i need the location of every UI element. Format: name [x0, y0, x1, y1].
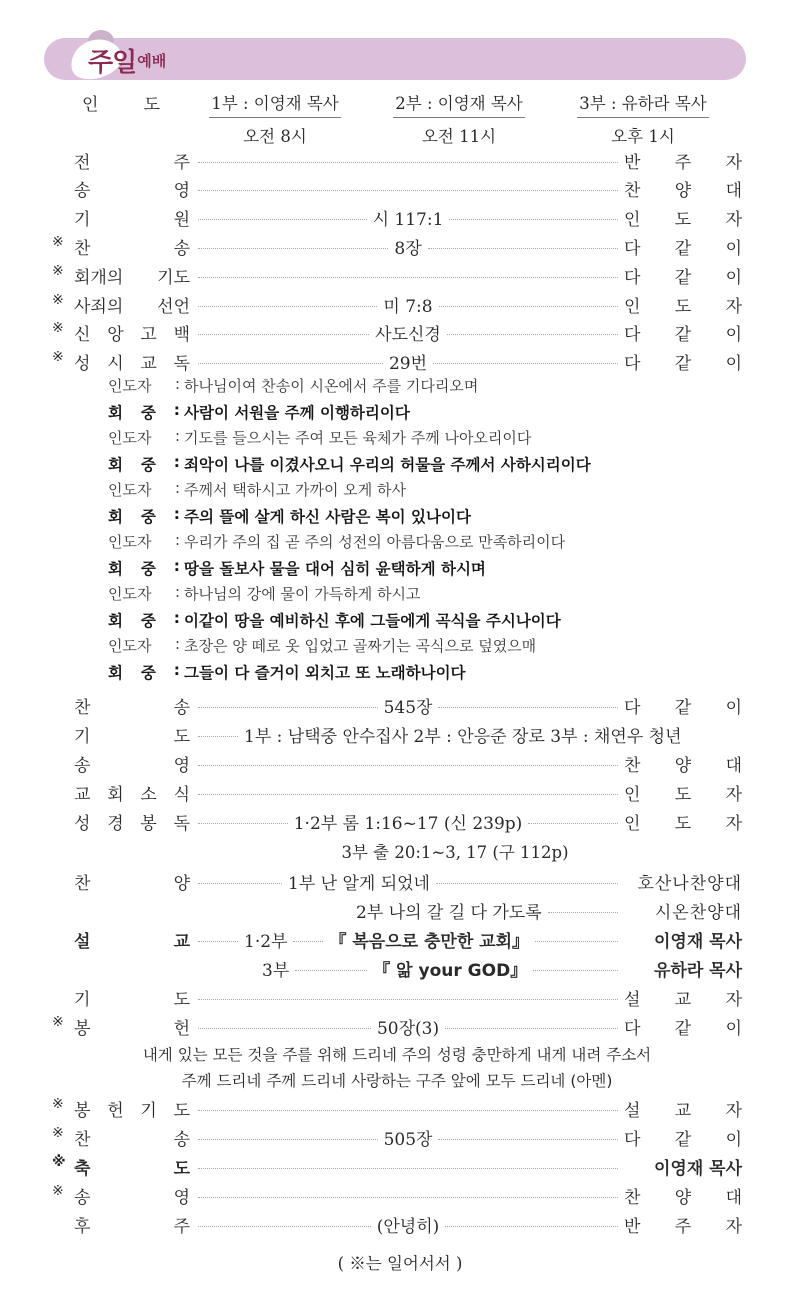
- stand-mark: [52, 780, 70, 805]
- responsible-party: 인 도 자: [624, 784, 742, 805]
- stand-mark: [52, 809, 70, 834]
- leader-dots: [198, 869, 618, 894]
- item-detail: (안녕히): [376, 1216, 440, 1237]
- preacher-name: 이영재 목사: [653, 931, 742, 952]
- dotted-leader: [198, 1168, 618, 1169]
- stand-mark: ※: [52, 349, 64, 366]
- leader-dots: [198, 761, 618, 766]
- dotted-leader: [198, 823, 288, 824]
- dotted-leader: [198, 190, 618, 191]
- dotted-leader: [449, 219, 618, 220]
- dotted-leader: [295, 970, 367, 971]
- stand-mark: [52, 205, 70, 230]
- speaker-label: 인도자 :: [108, 375, 180, 395]
- leader-line: [108, 427, 531, 451]
- congregation-line: [108, 453, 591, 477]
- item-detail: 505장: [383, 1129, 433, 1150]
- speaker-label: 회 중 :: [108, 401, 180, 422]
- reading-text: 초장은 양 떼로 옷 입었고 골짜기는 곡식으로 덮였으매: [184, 637, 537, 655]
- dotted-leader: [198, 219, 367, 220]
- leader-dots: [198, 809, 618, 834]
- order-row: [52, 205, 742, 231]
- stand-mark: [52, 148, 70, 173]
- leader-dots: [198, 1164, 618, 1169]
- leader-dots: [198, 205, 618, 230]
- leader-dots: [198, 1106, 618, 1111]
- dotted-leader: [535, 941, 618, 942]
- order-row: [52, 1153, 742, 1179]
- item-label: [52, 349, 192, 374]
- service-3-leader: 3부 : 유하라 목사 오후 1시: [562, 90, 724, 147]
- item-label: [52, 780, 192, 805]
- service-2-leader: 2부 : 이영재 목사 오전 11시: [378, 90, 540, 147]
- label-chars: 후 주: [74, 1216, 190, 1237]
- leaders-section: [70, 90, 740, 146]
- dotted-leader: [198, 765, 618, 766]
- item-detail: 1·2부 롬 1:16~17 (신 239p): [293, 813, 523, 834]
- label-chars: 신 앙 고 백: [74, 325, 190, 346]
- dotted-leader: [433, 363, 618, 364]
- dotted-leader: [528, 823, 618, 824]
- leader-dots: [198, 1193, 618, 1198]
- dotted-leader: [198, 999, 618, 1000]
- dotted-leader: [439, 306, 618, 307]
- leaders-label: 인 도: [82, 95, 160, 115]
- order-row: [52, 320, 742, 346]
- leader-dots: [198, 1014, 618, 1039]
- order-row: [52, 692, 742, 718]
- item-label: [52, 751, 192, 776]
- reading-text: 사람이 서원을 주께 이행하리이다: [184, 404, 410, 422]
- label-chars: 찬 송: [74, 1129, 190, 1150]
- label-chars: 봉 헌: [74, 1018, 190, 1039]
- dotted-leader: [445, 1226, 618, 1227]
- responsible-party: 다 같 이: [624, 267, 742, 288]
- item-detail: 545장: [383, 697, 433, 718]
- label-chars: 축 도: [74, 1158, 190, 1179]
- order-row: [52, 147, 742, 173]
- item-label: [52, 234, 192, 259]
- label-chars: 찬 양: [74, 873, 190, 894]
- speaker-label: 회 중 :: [108, 557, 180, 578]
- dotted-leader: [198, 1028, 371, 1029]
- leader-dots: [198, 234, 618, 259]
- stand-mark: ※: [52, 1095, 64, 1112]
- sermon-row: [52, 955, 742, 981]
- stand-mark: ※: [52, 233, 64, 250]
- dotted-leader: [198, 363, 383, 364]
- dotted-leader: [198, 794, 618, 795]
- stand-mark: [52, 1212, 70, 1237]
- order-row: [52, 779, 742, 805]
- leader-dots: [198, 927, 618, 952]
- order-row: [52, 1095, 742, 1121]
- congregation-line: [108, 505, 471, 529]
- label-chars: 송 영: [74, 755, 190, 776]
- reading-text: 주의 뜰에 살게 하신 사람은 복이 있나이다: [184, 508, 471, 526]
- item-label: [52, 148, 192, 173]
- leader-dots: [198, 273, 618, 278]
- stand-mark: ※: [52, 262, 64, 279]
- praise-row: [52, 868, 742, 894]
- label-chars: 전 주: [74, 152, 190, 173]
- item-detail: 50장(3): [376, 1018, 440, 1039]
- order-row: [52, 1211, 742, 1237]
- responsible-party: 찬 양 대: [624, 1187, 742, 1208]
- leader-dots: [198, 158, 618, 163]
- speaker-label: 인도자 :: [108, 583, 180, 603]
- dotted-leader: [198, 736, 238, 737]
- responsible-party: 반 주 자: [624, 152, 742, 173]
- scripture-3bu: 3부 출 20:1~3, 17 (구 112p): [341, 843, 569, 862]
- leader-line: [108, 375, 478, 399]
- item-label: [52, 927, 192, 952]
- speaker-label: 회 중 :: [108, 609, 180, 630]
- responsible-party: 인 도 자: [624, 296, 742, 317]
- item-label: [52, 1183, 192, 1208]
- speaker-label: 회 중 :: [108, 505, 180, 526]
- item-label: [52, 1125, 192, 1150]
- label-chars: 봉 헌 기 도: [74, 1100, 190, 1121]
- reading-text: 우리가 주의 집 곧 주의 성전의 아름다움으로 만족하리이다: [184, 533, 566, 551]
- footnote: ( ※는 일어서서 ): [337, 1254, 463, 1273]
- stand-mark: [52, 722, 70, 747]
- reading-text: 하나님의 강에 물이 가득하게 하시고: [184, 585, 421, 603]
- order-row: [52, 233, 742, 259]
- stand-mark: [52, 693, 70, 718]
- leader-line: [108, 583, 420, 607]
- stand-mark: ※: [52, 291, 64, 308]
- label-chars: 송 영: [74, 181, 190, 202]
- dotted-leader: [198, 883, 282, 884]
- dotted-leader: [198, 248, 388, 249]
- dotted-leader: [198, 1139, 378, 1140]
- speaker-label: 회 중 :: [108, 661, 180, 682]
- item-label: [52, 869, 192, 894]
- dotted-leader: [533, 970, 618, 971]
- item-detail: 시 117:1: [372, 210, 444, 231]
- leader-dots: [198, 722, 736, 747]
- label-chars: 기 도: [74, 726, 190, 747]
- dotted-leader: [436, 883, 618, 884]
- speaker-label: 인도자 :: [108, 479, 180, 499]
- leader-dots: [198, 956, 618, 981]
- leader-line: [108, 635, 536, 659]
- dotted-leader: [438, 1139, 618, 1140]
- offering-hymn-lyrics: 내게 있는 모든 것을 주를 위해 드리네 주의 성령 충만하게 내게 내려 주소서: [142, 1046, 652, 1064]
- label-chars: 사죄의 선언: [74, 296, 190, 317]
- leader-dots: [198, 320, 618, 345]
- item-label: [52, 292, 192, 317]
- label-chars: 기 도: [74, 989, 190, 1010]
- item-label: [52, 176, 192, 201]
- item-detail: 미 7:8: [383, 296, 433, 317]
- responsible-party: 다 같 이: [624, 238, 742, 259]
- speaker-label: 인도자 :: [108, 427, 180, 447]
- dotted-leader: [198, 941, 238, 942]
- reading-text: 하나님이여 찬송이 시온에서 주를 기다리오며: [184, 377, 479, 395]
- speaker-label: 인도자 :: [108, 635, 180, 655]
- item-label: [52, 320, 192, 345]
- order-row: [52, 721, 742, 747]
- stand-mark: ※: [52, 1182, 64, 1199]
- leader-dots: [198, 1212, 618, 1237]
- reading-text: 이같이 땅을 예비하신 후에 그들에게 곡식을 주시나이다: [184, 612, 561, 630]
- item-label: [52, 722, 192, 747]
- order-row: [52, 291, 742, 317]
- label-chars: 기 원: [74, 210, 190, 231]
- order-row: [52, 808, 742, 834]
- stand-mark: ※: [52, 1013, 64, 1030]
- responsible-party: 이영재 목사: [653, 1158, 742, 1179]
- item-label: [52, 1212, 192, 1237]
- congregation-line: [108, 661, 466, 685]
- title-sub: 예배: [137, 52, 167, 70]
- congregation-line: [108, 401, 410, 425]
- reading-text: 기도를 들으시는 주여 모든 육체가 주께 나아오리이다: [184, 429, 532, 447]
- item-detail: 사도신경: [375, 325, 441, 346]
- dotted-leader: [198, 277, 618, 278]
- offering-hymn-lyrics: 주께 드리네 주께 드리네 사랑하는 구주 앞에 모두 드리네 (아멘): [181, 1072, 613, 1090]
- item-detail: 29번: [388, 354, 428, 375]
- item-label: [52, 809, 192, 834]
- reading-text: 그들이 다 즐거이 외치고 또 노래하나이다: [184, 664, 466, 682]
- leader-dots: [198, 1125, 618, 1150]
- label-chars: 송 영: [74, 1187, 190, 1208]
- stand-mark: [52, 176, 70, 201]
- dotted-leader: [198, 1197, 618, 1198]
- label-chars: 찬 송: [74, 697, 190, 718]
- label-chars: 성 경 봉 독: [74, 813, 190, 834]
- responsible-party: 다 같 이: [624, 325, 742, 346]
- item-label: [52, 205, 192, 230]
- stand-mark: ※: [52, 320, 64, 337]
- sermon-title: 『 앎 your GOD』: [373, 960, 528, 981]
- dotted-leader: [198, 1226, 371, 1227]
- order-row: [52, 262, 742, 288]
- label-chars: 교 회 소 식: [74, 784, 190, 805]
- stand-mark: [52, 985, 70, 1010]
- congregation-line: [108, 557, 486, 581]
- dotted-leader: [198, 1110, 618, 1111]
- choir-name: 시온찬양대: [654, 902, 742, 923]
- dotted-leader: [548, 912, 618, 913]
- order-row: [52, 1013, 742, 1039]
- dotted-leader: [428, 248, 618, 249]
- dotted-leader: [198, 707, 378, 708]
- responsible-party: 다 같 이: [624, 1018, 742, 1039]
- leader-dots: [198, 790, 618, 795]
- item-label: [52, 693, 192, 718]
- item-label: [52, 1154, 192, 1179]
- dotted-leader: [198, 334, 369, 335]
- dotted-leader: [447, 334, 618, 335]
- sermon-row: [52, 926, 742, 952]
- leader-line: [108, 479, 406, 503]
- dotted-leader: [445, 1028, 618, 1029]
- praise-title: 1부 난 알게 되었네: [288, 873, 430, 894]
- order-row: [52, 984, 742, 1010]
- order-row: [52, 349, 742, 375]
- responsible-party: 다 같 이: [624, 1129, 742, 1150]
- page-title: [88, 42, 166, 78]
- responsible-party: 인 도 자: [624, 813, 742, 834]
- service-1-leader: 1부 : 이영재 목사 오전 8시: [194, 90, 356, 147]
- item-detail: 1부 : 남택중 안수집사 2부 : 안응준 장로 3부 : 채연우 청년: [244, 726, 682, 747]
- responsible-party: 반 주 자: [624, 1216, 742, 1237]
- responsible-party: 찬 양 대: [624, 181, 742, 202]
- leader-dots: [198, 186, 618, 191]
- order-row: [52, 1182, 742, 1208]
- responsible-party: 다 같 이: [624, 697, 742, 718]
- congregation-line: [108, 609, 561, 633]
- item-label: [52, 263, 192, 288]
- item-detail: 8장: [394, 238, 422, 259]
- sermon-service: 3부: [262, 960, 290, 981]
- dotted-leader: [438, 707, 618, 708]
- responsible-party: 설 교 자: [624, 989, 742, 1010]
- leader-dots: [198, 693, 618, 718]
- reading-text: 주께서 택하시고 가까이 오게 하사: [184, 481, 406, 499]
- order-row: [52, 1124, 742, 1150]
- label-chars: 설 교: [74, 931, 190, 952]
- sermon-service: 1·2부: [244, 931, 288, 952]
- leader-dots: [198, 349, 618, 374]
- stand-mark: [52, 927, 70, 952]
- leader-line: [108, 531, 565, 555]
- order-row: [52, 750, 742, 776]
- stand-mark: ※: [52, 1124, 64, 1141]
- preacher-name: 유하라 목사: [653, 960, 742, 981]
- speaker-label: 인도자 :: [108, 531, 180, 551]
- reading-text: 땅을 돌보사 물을 대어 심히 윤택하게 하시며: [184, 560, 486, 578]
- stand-mark: [52, 869, 70, 894]
- responsible-party: 설 교 자: [624, 1100, 742, 1121]
- speaker-label: 회 중 :: [108, 453, 180, 474]
- stand-mark: ※: [52, 1153, 66, 1170]
- sermon-title: 『 복음으로 충만한 교회』: [329, 931, 530, 952]
- responsible-party: 다 같 이: [624, 354, 742, 375]
- item-label: [52, 1096, 192, 1121]
- praise-row: [52, 897, 742, 923]
- leader-dots: [198, 995, 618, 1000]
- praise-title: 2부 나의 갈 길 다 가도록: [356, 902, 542, 923]
- reading-text: 죄악이 나를 이겼사오니 우리의 허물을 주께서 사하시리이다: [184, 456, 591, 474]
- dotted-leader: [198, 162, 618, 163]
- label-chars: 성 시 교 독: [74, 354, 190, 375]
- label-chars: 찬 송: [74, 238, 190, 259]
- responsible-party: 찬 양 대: [624, 755, 742, 776]
- item-label: [52, 985, 192, 1010]
- title-main: 주일: [88, 48, 137, 78]
- item-label: [52, 1014, 192, 1039]
- dotted-leader: [198, 306, 377, 307]
- label-chars: 회개의 기도: [74, 267, 190, 288]
- order-row: [52, 176, 742, 202]
- responsible-party: 인 도 자: [624, 210, 742, 231]
- stand-mark: [52, 751, 70, 776]
- leader-dots: [198, 898, 618, 923]
- leader-dots: [198, 292, 618, 317]
- choir-name: 호산나찬양대: [637, 873, 742, 894]
- dotted-leader: [293, 941, 323, 942]
